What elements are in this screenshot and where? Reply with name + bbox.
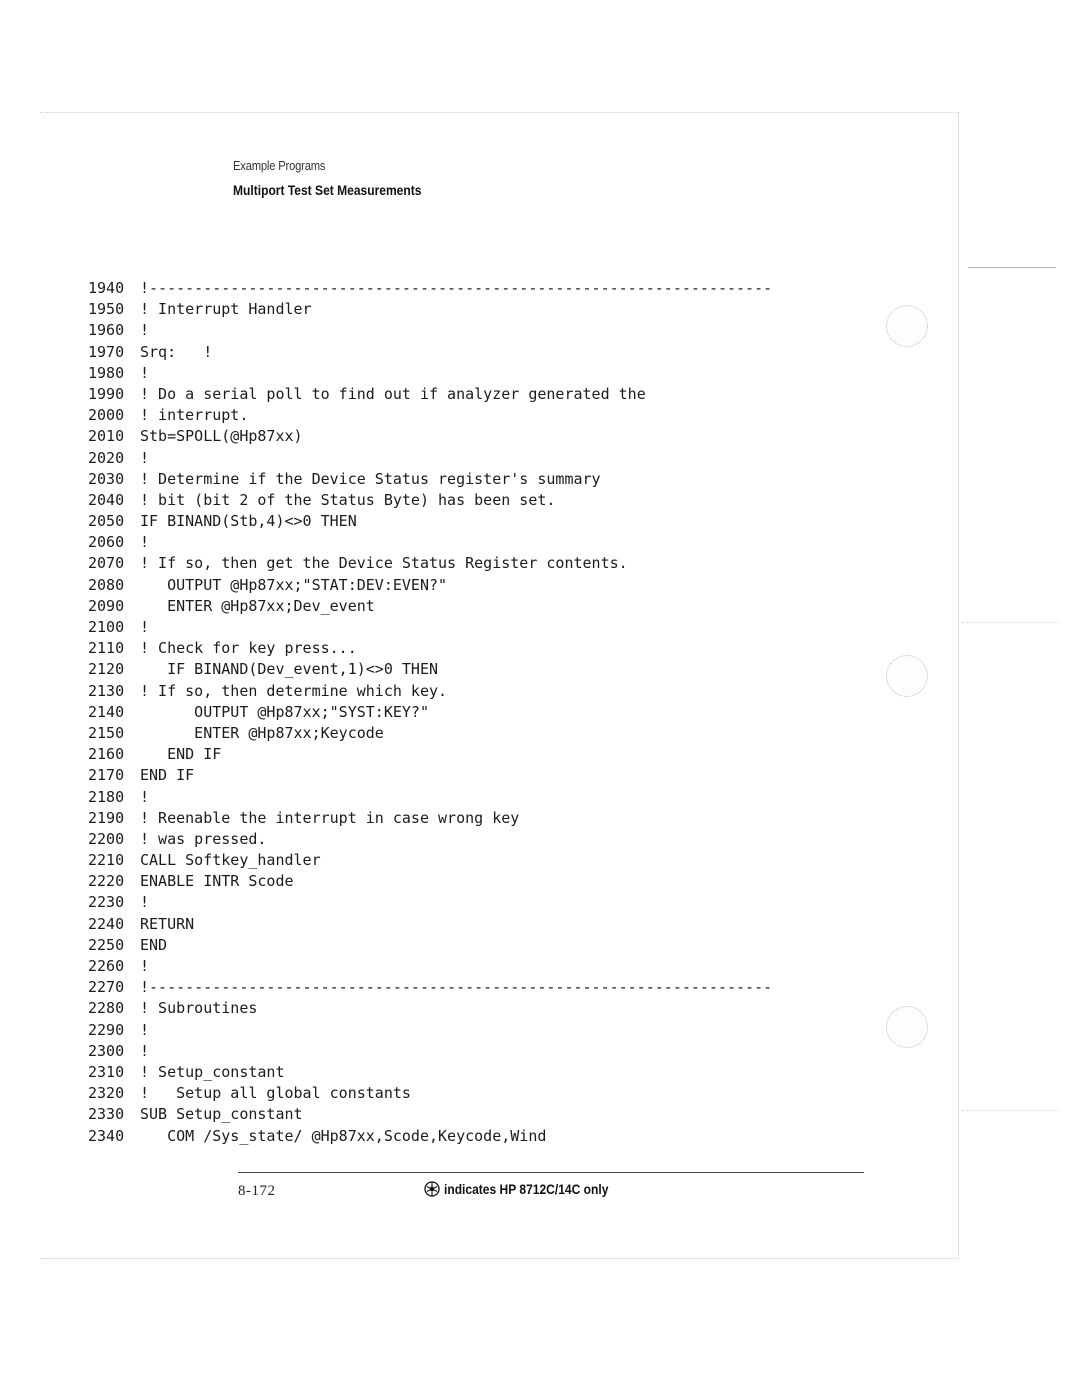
line-code: ! [140,787,150,806]
line-code: RETURN [140,914,195,933]
code-line [88,723,772,744]
line-code: ENABLE INTR Scode [140,872,294,891]
code-line [88,342,772,363]
hp-8712c-symbol-icon [424,1181,440,1197]
code-line [88,1104,772,1125]
page-title: Multiport Test Set Measurements [233,182,422,198]
code-line [88,914,772,935]
code-line [88,617,772,638]
code-line [88,320,772,341]
line-number: 2000 [88,406,125,425]
line-code: ! [140,893,150,912]
code-line [88,681,772,702]
code-line [88,511,772,532]
line-number: 2200 [88,829,125,848]
margin-rule [968,267,1056,268]
code-line [88,977,772,998]
line-code: ! was pressed. [140,829,267,848]
footer-rule [238,1172,864,1173]
line-number: 2150 [88,723,125,742]
line-code: ! [140,957,150,975]
line-code: ! [140,448,150,467]
code-line [88,278,772,299]
line-number: 1970 [88,342,125,361]
line-number: 2050 [88,512,125,531]
line-number: 2310 [88,1062,125,1081]
code-line [88,1126,772,1147]
code-line [88,575,772,596]
binder-hole [886,305,928,347]
line-number: 2270 [88,978,125,997]
line-number: 2040 [88,490,125,509]
line-number: 2080 [88,575,125,594]
line-code: ! If so, then determine which key. [140,681,448,700]
line-code: OUTPUT @Hp87xx;"SYST:KEY?" [140,702,429,721]
line-number: 2060 [88,533,125,552]
line-number: 2030 [88,469,125,488]
code-line [88,596,772,617]
code-line [88,448,772,469]
binder-hole [886,655,928,697]
line-number: 2170 [88,766,125,785]
margin-rule [962,622,1058,623]
line-code: ! Do a serial poll to find out if analyzer generated the [140,384,646,403]
line-code: ! Setup_constant [140,1062,285,1081]
code-listing [88,278,772,1147]
line-code: ! [140,363,150,382]
code-line [88,998,772,1019]
page-border-bottom [40,1258,958,1259]
page-border-top [40,112,958,113]
line-number: 2190 [88,808,125,827]
line-number: 2340 [88,1126,125,1145]
binder-hole [886,1006,928,1048]
line-number: 2300 [88,1041,125,1060]
line-code: Stb=SPOLL(@Hp87xx) [140,427,303,446]
line-number: 2090 [88,596,125,615]
line-number: 2230 [88,893,125,912]
code-line [88,956,772,977]
code-line [88,1020,772,1041]
line-code: ! Interrupt Handler [140,300,312,319]
line-code: ! If so, then get the Device Status Register contents. [140,554,628,573]
code-line [88,808,772,829]
line-code: ! [140,321,150,340]
page-border-right [958,112,959,1258]
line-code: ! Setup all global constants [140,1084,411,1103]
line-code: ENTER @Hp87xx;Dev_event [140,596,375,615]
section-label: Example Programs [233,158,326,173]
line-code: ! [140,1020,150,1039]
line-number: 2260 [88,957,125,975]
code-line [88,1062,772,1083]
line-number: 2100 [88,618,125,636]
line-code: ! Check for key press... [140,639,357,658]
line-number: 2010 [88,427,125,446]
code-line [88,384,772,405]
code-line [88,1083,772,1104]
line-number: 2320 [88,1084,125,1103]
line-code: !--------------------------------------------------------------------- [140,978,773,997]
code-line [88,787,772,808]
code-line [88,363,772,384]
code-line [88,638,772,659]
line-code: ! [140,1041,150,1060]
line-number: 2250 [88,935,125,954]
code-line [88,702,772,723]
code-line [88,426,772,447]
line-code: ! Reenable the interrupt in case wrong key [140,808,520,827]
line-number: 2210 [88,851,125,870]
line-number: 2180 [88,787,125,806]
line-number: 2130 [88,681,125,700]
line-code: COM /Sys_state/ @Hp87xx,Scode,Keycode,Wind [140,1126,547,1145]
code-line [88,829,772,850]
line-number: 1950 [88,300,125,319]
code-line [88,892,772,913]
line-number: 2330 [88,1105,125,1124]
line-number: 1990 [88,384,125,403]
code-line [88,469,772,490]
page-number: 8-172 [238,1183,276,1199]
code-line [88,490,772,511]
code-line [88,935,772,956]
code-line [88,299,772,320]
footer-note [424,1181,635,1197]
line-number: 2220 [88,872,125,891]
line-code: END [140,935,168,954]
line-code: !--------------------------------------------------------------------- [140,279,773,297]
line-number: 2290 [88,1020,125,1039]
line-number: 2120 [88,660,125,679]
line-number: 2020 [88,448,125,467]
line-code: CALL Softkey_handler [140,851,321,870]
line-number: 2160 [88,745,125,764]
line-number: 2140 [88,702,125,721]
line-number: 2240 [88,914,125,933]
code-line [88,659,772,680]
line-code: ! Determine if the Device Status register's summary [140,469,601,488]
line-code: ! [140,618,150,636]
code-line [88,1041,772,1062]
line-number: 2110 [88,639,125,658]
line-number: 2280 [88,999,125,1018]
code-line [88,553,772,574]
code-line [88,532,772,553]
footer-note-text: indicates HP 8712C/14C only [444,1181,609,1197]
line-number: 1960 [88,321,125,340]
line-code: ! interrupt. [140,406,249,425]
line-code: END IF [140,745,222,764]
line-code: ENTER @Hp87xx;Keycode [140,723,384,742]
line-code: Srq: ! [140,342,213,361]
code-line [88,744,772,765]
code-line [88,871,772,892]
line-number: 2070 [88,554,125,573]
line-code: ! [140,533,150,552]
line-number: 1940 [88,279,125,297]
margin-rule [962,1110,1058,1111]
line-code: OUTPUT @Hp87xx;"STAT:DEV:EVEN?" [140,575,448,594]
line-code: SUB Setup_constant [140,1105,303,1124]
line-code: ! Subroutines [140,999,258,1018]
line-code: IF BINAND(Dev_event,1)<>0 THEN [140,660,439,679]
running-header [233,158,452,199]
line-number: 1980 [88,363,125,382]
code-line [88,765,772,786]
line-code: IF BINAND(Stb,4)<>0 THEN [140,512,357,531]
code-line [88,850,772,871]
line-code: END IF [140,766,195,785]
code-line [88,405,772,426]
line-code: ! bit (bit 2 of the Status Byte) has been set. [140,490,556,509]
